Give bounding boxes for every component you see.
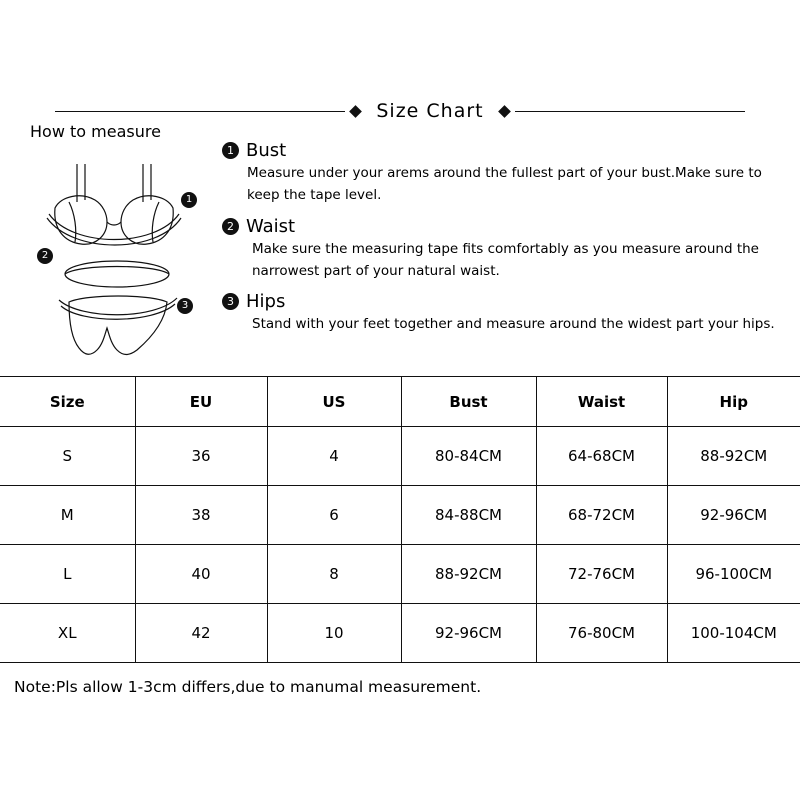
- instruction-bust-head: [222, 140, 782, 161]
- how-to-measure-label: How to measure: [30, 122, 161, 141]
- title-rule-left: [55, 111, 345, 112]
- instruction-waist: [222, 216, 782, 283]
- table-header-cell: Waist: [536, 377, 667, 427]
- table-header-cell: Hip: [667, 377, 800, 427]
- table-header-row: [0, 377, 800, 427]
- table-cell: 36: [135, 427, 267, 486]
- instruction-waist-head: [222, 216, 782, 237]
- table-row: [0, 486, 800, 545]
- table-cell: 100-104CM: [667, 604, 800, 663]
- instruction-hips-title: Hips: [246, 291, 286, 313]
- table-cell: L: [0, 545, 135, 604]
- instruction-bust: [222, 140, 782, 207]
- table-cell: 38: [135, 486, 267, 545]
- lingerie-measure-diagram-icon: [25, 152, 215, 362]
- table-cell: 88-92CM: [401, 545, 536, 604]
- table-cell: 68-72CM: [536, 486, 667, 545]
- table-header-cell: EU: [135, 377, 267, 427]
- table-header-cell: Bust: [401, 377, 536, 427]
- table-cell: 8: [267, 545, 401, 604]
- instruction-bust-number: 1: [222, 142, 239, 159]
- table-header-cell: US: [267, 377, 401, 427]
- diagram-marker-1: 1: [181, 192, 197, 208]
- instruction-hips-text: Stand with your feet together and measure around the widest part your hips.: [252, 316, 775, 333]
- table-cell: 10: [267, 604, 401, 663]
- instruction-bust-title: Bust: [246, 140, 287, 161]
- table-cell: 40: [135, 545, 267, 604]
- instruction-waist-text: Make sure the measuring tape fits comfortably as you measure around the narrowest part of your natural waist.: [252, 240, 759, 279]
- table-cell: 72-76CM: [536, 545, 667, 604]
- table-cell: 6: [267, 486, 401, 545]
- table-cell: 84-88CM: [401, 486, 536, 545]
- instruction-waist-title: Waist: [246, 215, 296, 237]
- instruction-waist-number: 2: [222, 218, 239, 235]
- size-table: [0, 376, 800, 663]
- table-row: [0, 604, 800, 663]
- measure-instructions: [222, 140, 782, 345]
- title-rule-right: [515, 111, 745, 112]
- instruction-hips-number: 3: [222, 293, 239, 310]
- table-cell: 76-80CM: [536, 604, 667, 663]
- table-cell: 96-100CM: [667, 545, 800, 604]
- instruction-bust-text: Measure under your arems around the fullest part of your bust.Make sure to keep the tape level.: [247, 165, 762, 203]
- diagram-marker-2: 2: [37, 248, 53, 264]
- table-cell: XL: [0, 604, 135, 663]
- table-cell: 42: [135, 604, 267, 663]
- diamond-icon-left: [349, 105, 362, 118]
- table-cell: M: [0, 486, 135, 545]
- table-header-cell: Size: [0, 377, 135, 427]
- measurement-note: Note:Pls allow 1-3cm differs,due to manumal measurement.: [14, 678, 482, 696]
- table-cell: S: [0, 427, 135, 486]
- table-cell: 88-92CM: [667, 427, 800, 486]
- table-cell: 4: [267, 427, 401, 486]
- table-cell: 80-84CM: [401, 427, 536, 486]
- table-row: [0, 427, 800, 486]
- instruction-hips: [222, 291, 782, 336]
- page-title: Size Chart: [376, 100, 484, 122]
- table-cell: 92-96CM: [667, 486, 800, 545]
- table-cell: 64-68CM: [536, 427, 667, 486]
- diamond-icon-right: [498, 105, 511, 118]
- diagram-marker-3: 3: [177, 298, 193, 314]
- instruction-hips-head: [222, 291, 782, 312]
- table-cell: 92-96CM: [401, 604, 536, 663]
- table-row: [0, 545, 800, 604]
